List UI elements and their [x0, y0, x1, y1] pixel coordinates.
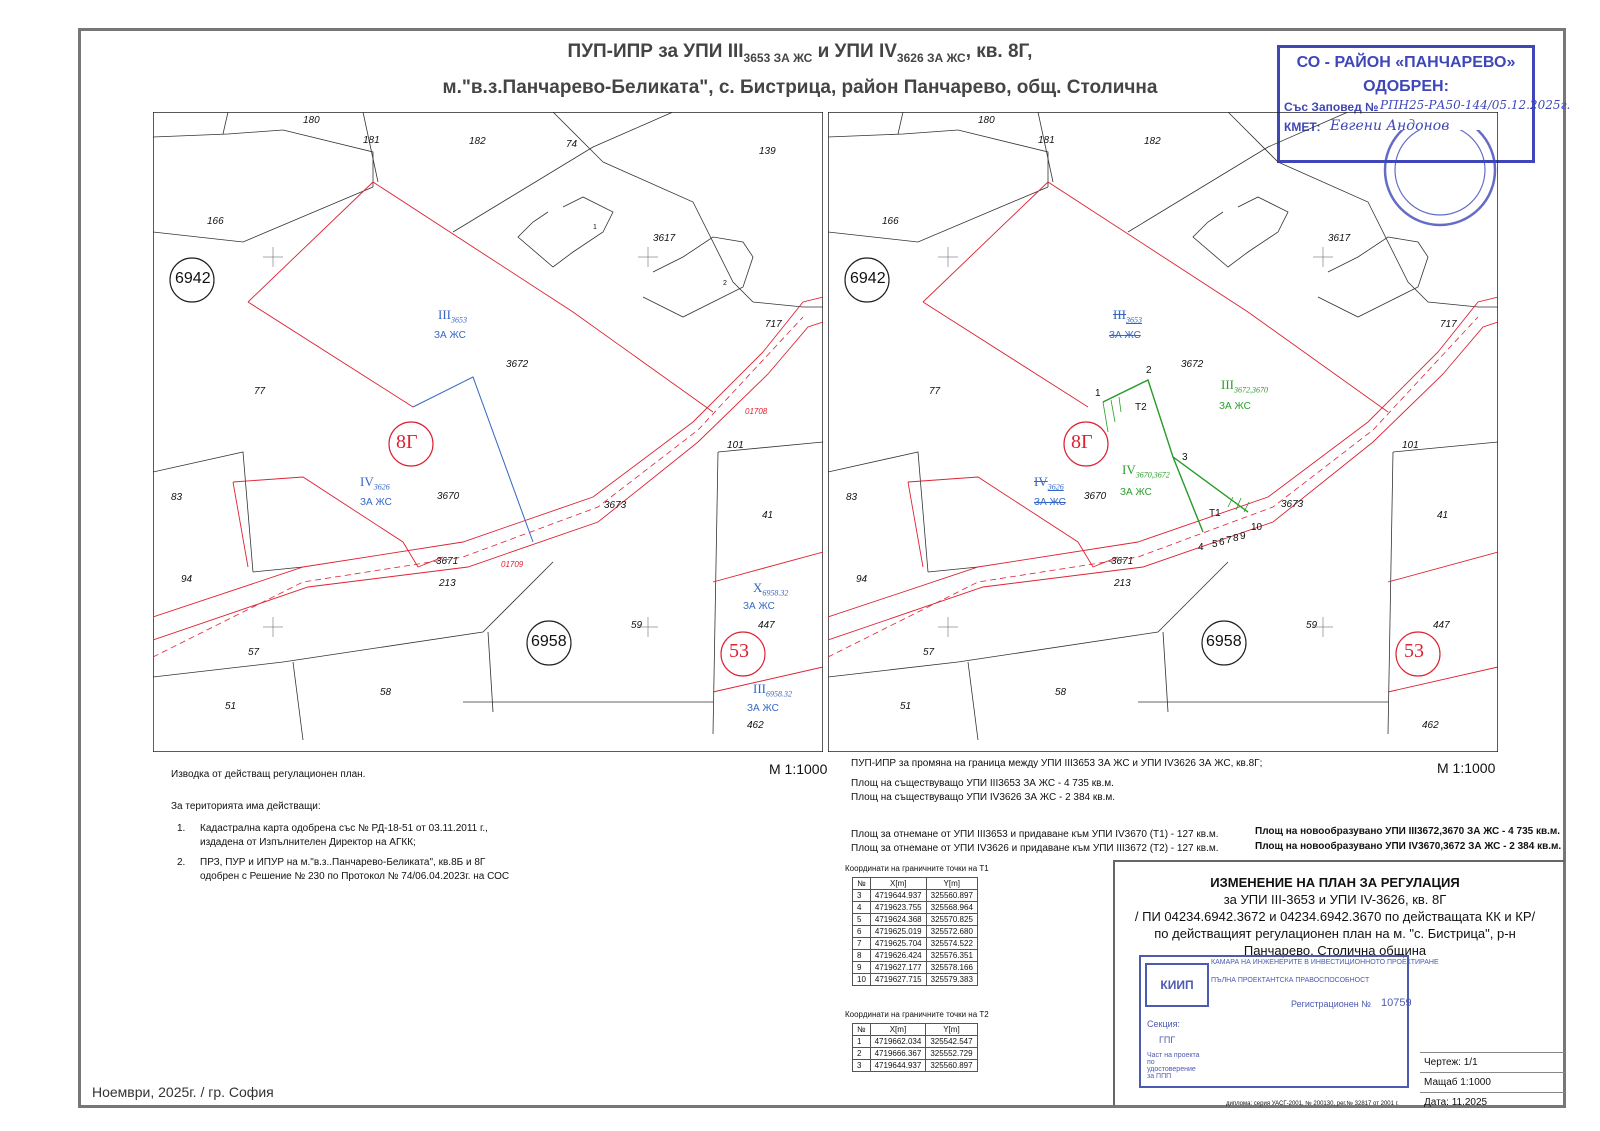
- block-number-6942: 6942: [175, 270, 211, 287]
- coords-table-t2: № X[m] Y[m] 1 4719662.034 325542.547 2 4719666.367 325552.729 3 4719644.937 325560.897: [852, 1023, 978, 1072]
- scale-right: М 1:1000: [1437, 760, 1496, 776]
- footer-date: Ноември, 2025г. / гр. София: [92, 1084, 274, 1100]
- existing-plan-map: 180 181 182 74 139 166 3617 1 2 717 3672 77 01708 101 83 3670 3673 41 94 3671 213 01709 59 447 57 58 51 462 6942 6958 8Г 53 $III_{3653}$ ЗА ЖС $IV_{3626}$ ЗА ЖС $X_{6958.32}$ ЗА ЖС $III_{6958.32}$ ЗА ЖС: [153, 112, 823, 752]
- scale-left: М 1:1000: [769, 761, 828, 777]
- block-number-6958: 6958: [531, 633, 567, 650]
- upi-iv-label: $IV_{3626}$: [360, 474, 390, 492]
- engineer-stamp: КИИП КАМАРА НА ИНЖЕНЕРИТЕ В ИНВЕСТИЦИОННОТО ПРОЕКТИРАНЕ ПЪЛНА ПРОЕКТАНТСКА ПРАВОСПОСОБНОСТ Регистрационен № 10759 Секция: ГПГ Част на проекта по удостоверение за ППП: [1139, 955, 1409, 1088]
- proposed-plan-map: 180 181 182 166 3617 717 3672 77 101 83 3670 3673 41 94 3671 213 59 447 57 58 51 462 6942 6958 8Г 53 $III_{3653}$ ЗА ЖС $IV_{3626}$ ЗА ЖС $III_{3672,3670}$ ЗА ЖС $IV_{3670,3672}$ ЗА ЖС Т2 Т1 1 2 3 4 5 6 7 8 9 10: [828, 112, 1498, 752]
- upi-iii-label: $III_{3653}$: [438, 307, 467, 325]
- plan-title-line1: ПУП-ИПР за УПИ $III_{3653 ЗА ЖС}$ и УПИ $IV_{3626 ЗА ЖС}$, кв. 8Г,: [567, 41, 1033, 65]
- plan-title-line2: м."в.з.Панчарево-Беликата", с. Бистрица, район Панчарево, общ. Столична: [442, 77, 1158, 98]
- new-upi-iv-label: $IV_{3670,3672}$: [1122, 462, 1170, 480]
- quarter-53: 53: [729, 640, 749, 662]
- new-upi-iii-label: $III_{3672,3670}$: [1221, 377, 1268, 395]
- approval-stamp: СО - РАЙОН «ПАНЧАРЕВО» ОДОБРЕН: Със Заповед № РПН25-РА50-144/05.12.2025г. КМЕТ: Евгени Андонов: [1277, 45, 1535, 163]
- title-block: ИЗМЕНЕНИЕ НА ПЛАН ЗА РЕГУЛАЦИЯ за УПИ III-3653 и УПИ IV-3626, кв. 8Г / ПИ 04234.6942.3672 и 04234.6942.3670 по действащата КК и КР/ по действащият регулационен план на м. "с. Бистрица", р-н Панчарево, Столична община: [1113, 860, 1565, 1105]
- quarter-8g: 8Г: [396, 431, 418, 453]
- coords-table-t1: № X[m] Y[m] 3 4719644.937 325560.897 4 4719623.755 325568.964 5 4719624.368 325570.825 6 4719625.019 325572.680 7 4719625.704 325574.522 8 4719626.424 325576.351 9 4719627.177 325578.166 10 4719627.715 325579.383: [852, 877, 978, 986]
